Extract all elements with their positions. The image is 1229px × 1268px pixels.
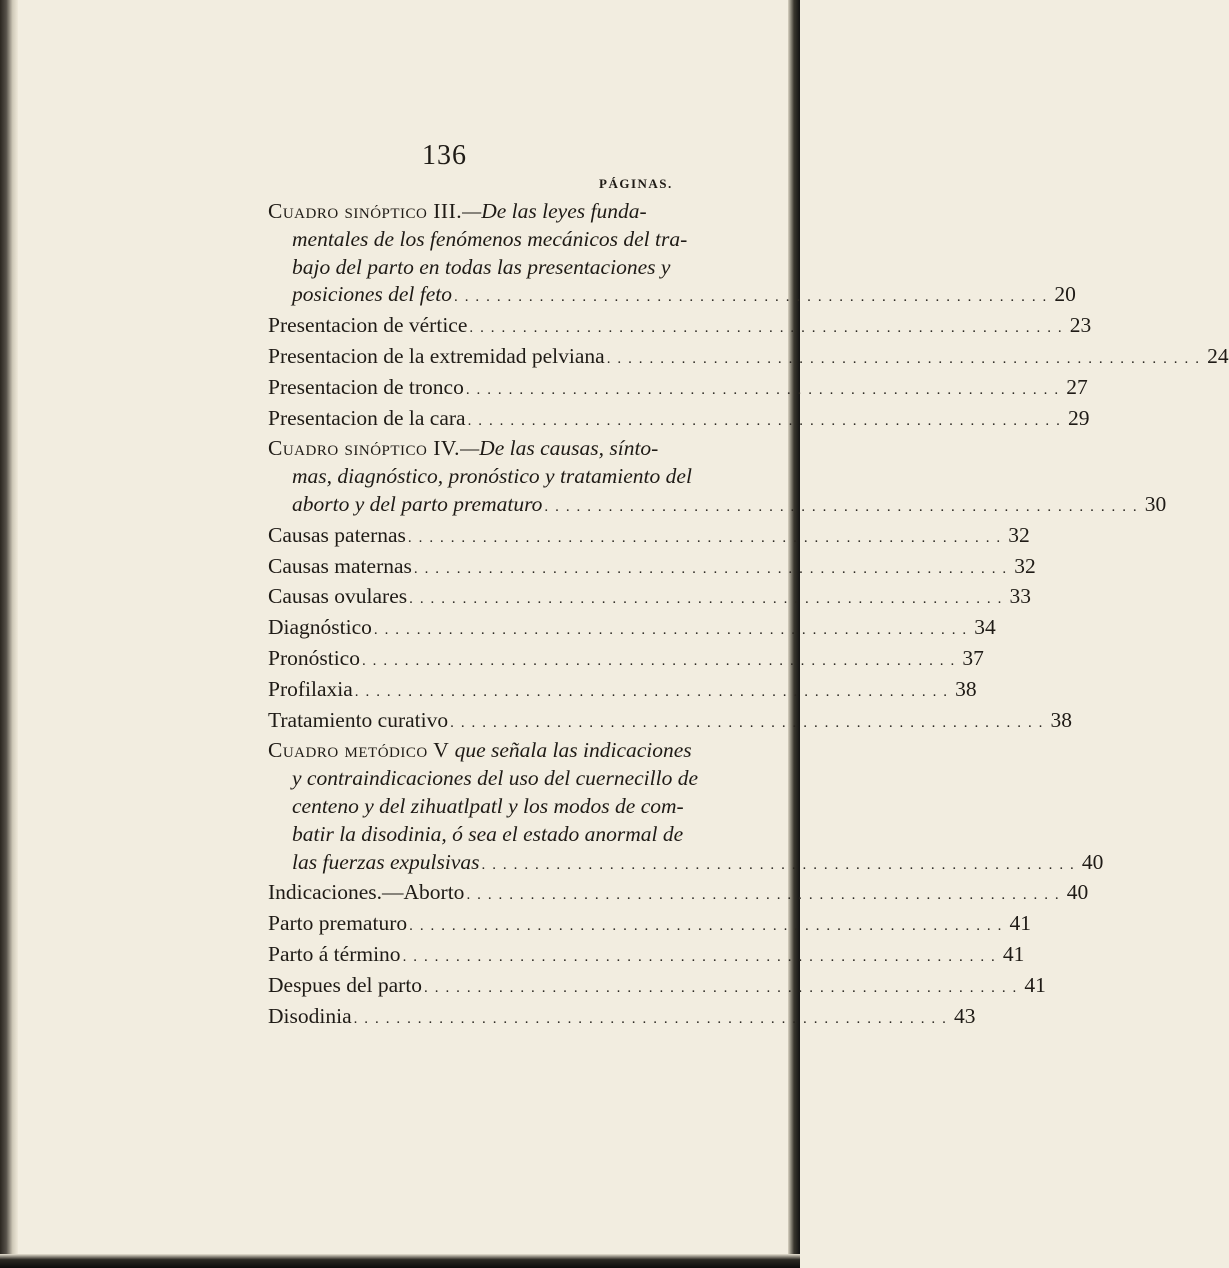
page-ref: 41 (1002, 941, 1025, 966)
entry-label: Parto á término (268, 941, 401, 966)
toc-section (268, 435, 1167, 521)
page-ref: 40 (1081, 849, 1104, 874)
toc-entry (268, 645, 984, 676)
page-ref: 24 (1207, 343, 1229, 368)
page-ref: 20 (1054, 282, 1076, 307)
toc-entry (268, 879, 1089, 910)
section-title-line (268, 226, 688, 254)
section-heading: Cuadro sinóptico III. (268, 199, 463, 223)
section-title-line (268, 463, 692, 491)
dot-leader: . . . . . . . . . . . . . . . . . . . . . . . . . . . . . . . . . . . . . . . . . . . . . . . . . . . . . . . . (409, 591, 1003, 608)
toc-entry (268, 676, 977, 707)
section-title-last-line (268, 849, 1104, 880)
toc-section (268, 198, 1076, 312)
toc-entry (268, 583, 1031, 614)
toc-section (268, 737, 1104, 879)
page-ref: 37 (962, 645, 984, 670)
section-title-line (268, 435, 673, 463)
section-title-text: batir la disodinia, ó sea el estado anormal de (292, 821, 684, 846)
entry-label: Presentacion de vértice (268, 313, 468, 338)
section-title-text: que señala las indicaciones (449, 738, 692, 763)
toc-entry (268, 941, 1025, 972)
toc-entry (268, 374, 1088, 405)
page-ref: 34 (974, 615, 996, 640)
book-edge-left (0, 0, 18, 1268)
dot-leader: . . . . . . . . . . . . . . . . . . . . . . . . . . . . . . . . . . . . . . . . . . . . . . . . . . . . . . . . (373, 622, 968, 639)
entry-label: Presentacion de la cara (268, 405, 466, 430)
entry-label: Parto prematuro (268, 911, 408, 936)
dot-leader: . . . . . . . . . . . . . . . . . . . . . . . . . . . . . . . . . . . . . . . . . . . . . . . . . . . . . . . . (544, 498, 1139, 515)
section-title-text: bajo del parto en todas las presentaciones y (292, 254, 671, 279)
section-title-text: centeno y del zihuatlpatl y los modos de com- (292, 793, 684, 818)
section-title-text: y contraindicaciones del uso del cuernecillo de (292, 766, 698, 791)
dot-leader: . . . . . . . . . . . . . . . . . . . . . . . . . . . . . . . . . . . . . . . . . . . . . . . . . . . . . . . . (409, 918, 1003, 935)
page-ref: 29 (1067, 405, 1090, 430)
page-ref: 40 (1066, 880, 1089, 905)
toc-entry (268, 312, 1092, 343)
entry-label: Pronóstico (268, 645, 360, 670)
entry-label: Presentacion de la extremidad pelviana (268, 343, 605, 368)
section-title-line (268, 737, 692, 765)
toc-entry (268, 707, 1072, 738)
section-heading: Cuadro sinóptico IV. (268, 436, 461, 461)
section-title-line (268, 821, 684, 849)
section-title-line (268, 254, 673, 282)
pages-column-header: PÁGINAS. (599, 176, 673, 191)
entry-label: Causas paternas (268, 522, 406, 547)
page-ref: 27 (1066, 374, 1088, 399)
dot-leader: . . . . . . . . . . . . . . . . . . . . . . . . . . . . . . . . . . . . . . . . . . . . . . . . . . . . . . . . (454, 289, 1048, 306)
dot-leader: . . . . . . . . . . . . . . . . . . . . . . . . . . . . . . . . . . . . . . . . . . . . . . . . . . . . . . . . (465, 381, 1060, 398)
book-edge-bottom (0, 1254, 800, 1268)
toc-entry (268, 522, 1030, 553)
page-number: 136 (422, 140, 467, 171)
dot-leader: . . . . . . . . . . . . . . . . . . . . . . . . . . . . . . . . . . . . . . . . . . . . . . . . . . . . . . . . (361, 652, 956, 669)
dot-leader: . . . . . . . . . . . . . . . . . . . . . . . . . . . . . . . . . . . . . . . . . . . . . . . . . . . . . . . . (424, 979, 1018, 996)
section-title-text: mentales de los fenómenos mecánicos del tra- (292, 226, 688, 251)
page-ref: 43 (953, 1003, 976, 1028)
toc-entry (268, 1003, 976, 1034)
section-title-text: —De las leyes funda- (462, 199, 647, 223)
toc-entry (268, 972, 1046, 1003)
entry-label: Presentacion de tronco (268, 374, 464, 399)
page-ref: 32 (1014, 553, 1036, 578)
toc-entry (268, 405, 1090, 436)
entry-label: Despues del parto (268, 972, 423, 997)
entry-label: Diagnóstico (268, 615, 372, 640)
section-title-text: mas, diagnóstico, pronóstico y tratamiento del (292, 464, 692, 489)
section-title-text: las fuerzas expulsivas (292, 849, 480, 874)
toc-entry (268, 614, 996, 645)
dot-leader: . . . . . . . . . . . . . . . . . . . . . . . . . . . . . . . . . . . . . . . . . . . . . . . . . . . . . . . . (413, 560, 1008, 577)
page-ref: 23 (1069, 313, 1092, 338)
entry-label: Disodinia (268, 1003, 352, 1028)
dot-leader: . . . . . . . . . . . . . . . . . . . . . . . . . . . . . . . . . . . . . . . . . . . . . . . . . . . . . . . . (467, 412, 1062, 429)
dot-leader: . . . . . . . . . . . . . . . . . . . . . . . . . . . . . . . . . . . . . . . . . . . . . . . . . . . . . . . . (353, 1010, 948, 1027)
entry-label: Causas ovulares (268, 584, 408, 609)
page-ref: 33 (1009, 584, 1031, 609)
toc-entry (268, 910, 1031, 941)
entry-label: Profilaxia (268, 676, 353, 701)
section-title-line (268, 793, 684, 821)
page-ref: 38 (1050, 707, 1072, 732)
toc-entry (268, 553, 1036, 584)
section-title-text: aborto y del parto prematuro (292, 491, 543, 516)
page-ref: 41 (1024, 972, 1046, 997)
entry-label: Indicaciones.—Aborto (268, 880, 465, 905)
dot-leader: . . . . . . . . . . . . . . . . . . . . . . . . . . . . . . . . . . . . . . . . . . . . . . . . . . . . . . . . (469, 320, 1064, 337)
section-title-text: posiciones del feto (292, 282, 453, 307)
dot-leader: . . . . . . . . . . . . . . . . . . . . . . . . . . . . . . . . . . . . . . . . . . . . . . . . . . . . . . . . (450, 714, 1044, 731)
dot-leader: . . . . . . . . . . . . . . . . . . . . . . . . . . . . . . . . . . . . . . . . . . . . . . . . . . . . . . . . (466, 887, 1061, 904)
dot-leader: . . . . . . . . . . . . . . . . . . . . . . . . . . . . . . . . . . . . . . . . . . . . . . . . . . . . . . . . (407, 529, 1002, 546)
dot-leader: . . . . . . . . . . . . . . . . . . . . . . . . . . . . . . . . . . . . . . . . . . . . . . . . . . . . . . . . (402, 948, 997, 965)
page-ref: 38 (955, 676, 977, 701)
section-title-last-line (268, 281, 1076, 312)
toc-entry (268, 343, 1229, 374)
page-ref: 32 (1008, 522, 1030, 547)
dot-leader: . . . . . . . . . . . . . . . . . . . . . . . . . . . . . . . . . . . . . . . . . . . . . . . . . . . . . . . . (606, 350, 1201, 367)
entry-label: Causas maternas (268, 553, 412, 578)
section-heading: Cuadro metódico V (268, 738, 450, 763)
section-title-line (268, 198, 673, 226)
section-title-text: —De las causas, sínto- (460, 436, 659, 461)
entry-label: Tratamiento curativo (268, 707, 449, 732)
page-ref: 41 (1009, 911, 1031, 936)
dot-leader: . . . . . . . . . . . . . . . . . . . . . . . . . . . . . . . . . . . . . . . . . . . . . . . . . . . . . . . . (354, 683, 949, 700)
page-ref: 30 (1144, 491, 1167, 516)
table-of-contents (268, 198, 1229, 1033)
section-title-line (268, 765, 698, 793)
dot-leader: . . . . . . . . . . . . . . . . . . . . . . . . . . . . . . . . . . . . . . . . . . . . . . . . . . . . . . . . (481, 856, 1076, 873)
section-title-last-line (268, 491, 1167, 522)
